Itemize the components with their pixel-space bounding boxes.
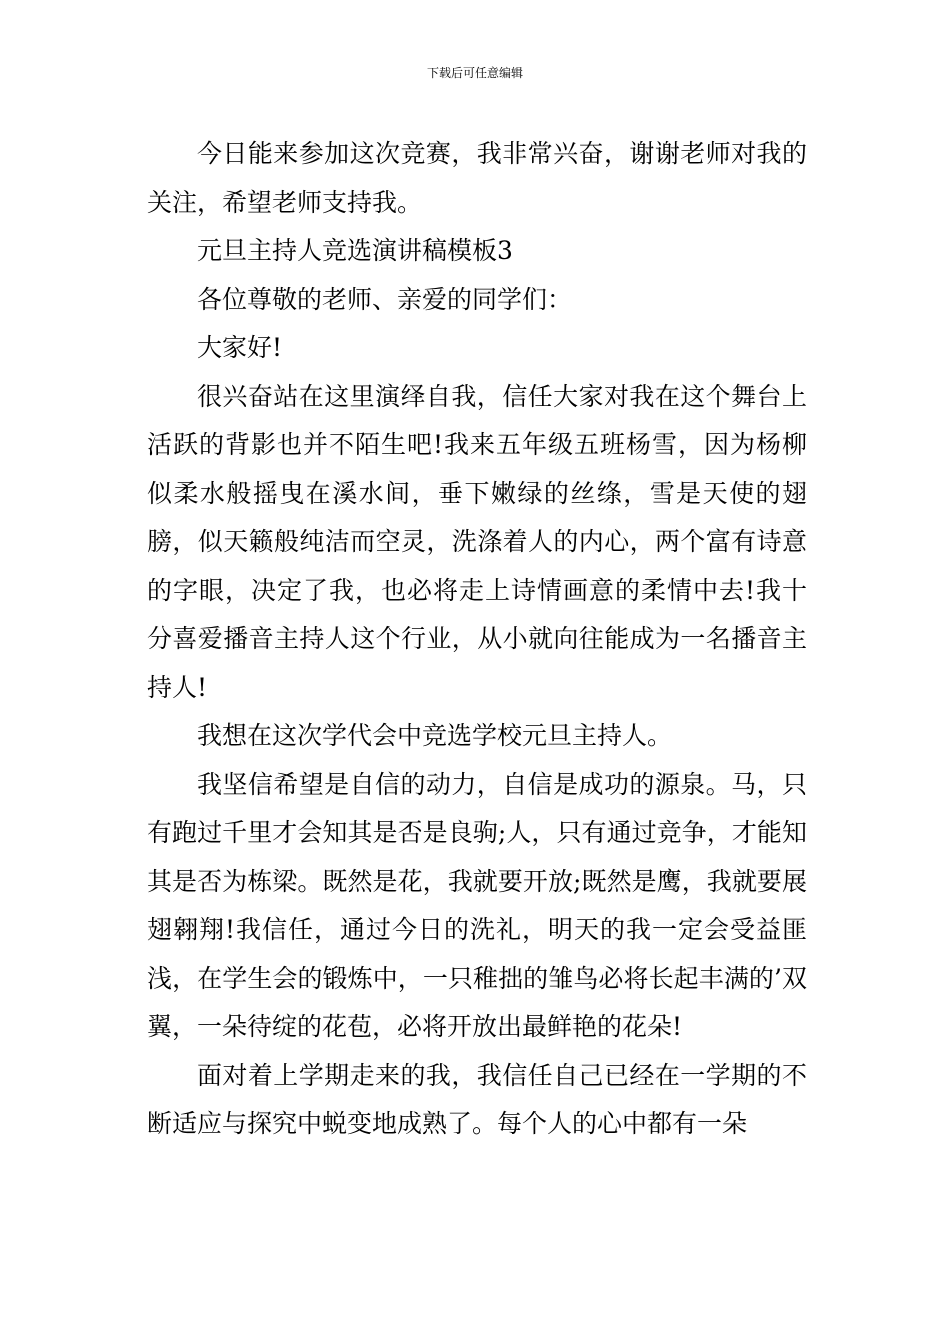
document-body	[147, 130, 807, 1149]
greeting: 大家好!	[197, 333, 283, 362]
paragraph: 面对着上学期走来的我，我信任自己已经在一学期的不断适应与探究中蜕变地成熟了。每个人的心中都有一朵	[147, 1060, 807, 1138]
paragraph: 我想在这次学代会中竞选学校元旦主持人。	[197, 721, 673, 750]
salutation: 各位尊敬的老师、亲爱的同学们：	[197, 284, 573, 314]
section-title: 元旦主持人竞选演讲稿模板3	[197, 236, 513, 265]
paragraph: 很兴奋站在这里演绎自我，信任大家对我在这个舞台上活跃的背影也并不陌生吧!我来五年级五班杨雪，因为杨柳似柔水般摇曳在溪水间，垂下嫩绿的丝绦，雪是天使的翅膀，似天籁般纯洁而空灵，洗涤着人的内心，两个富有诗意的字眼，决定了我，也必将走上诗情画意的柔情中去!我十分喜爱播音主持人这个行业，从小就向往能成为一名播音主持人!	[147, 381, 807, 702]
paragraph: 我坚信希望是自信的动力，自信是成功的源泉。马，只有跑过千里才会知其是否是良驹;人，只有通过竞争，才能知其是否为栋梁。既然是花，我就要开放;既然是鹰，我就要展翅翱翔!我信任，通过今日的洗礼，明天的我一定会受益匪浅，在学生会的锻炼中，一只稚拙的雏鸟必将长起丰满的’双翼，一朵待绽的花苞，必将开放出最鲜艳的花朵!	[147, 769, 807, 1041]
paragraph: 今日能来参加这次竞赛，我非常兴奋，谢谢老师对我的关注，希望老师支持我。	[147, 139, 807, 217]
page-header: 下载后可任意编辑	[426, 66, 523, 80]
